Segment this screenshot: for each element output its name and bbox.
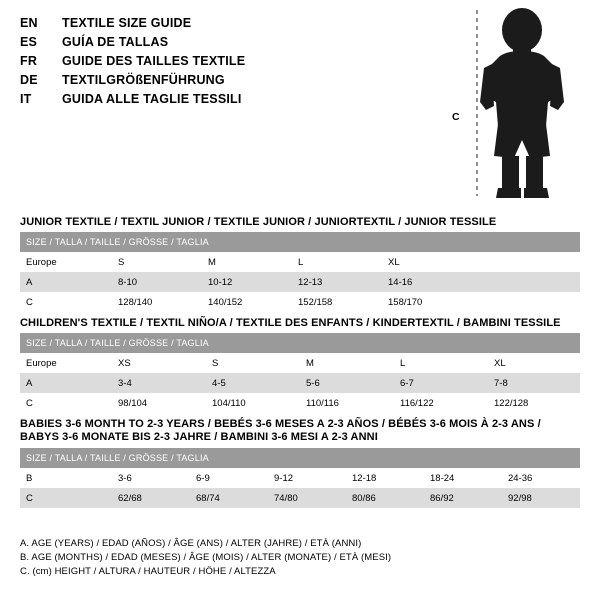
cell: XL <box>382 252 472 272</box>
cell: 86/92 <box>424 488 502 508</box>
junior-size-table <box>20 232 580 312</box>
cell: 122/128 <box>488 393 580 413</box>
cell: S <box>112 252 202 272</box>
silhouette-svg <box>452 6 592 201</box>
cell: 80/86 <box>346 488 424 508</box>
cell: 7-8 <box>488 373 580 393</box>
cell: 140/152 <box>202 292 292 312</box>
cell: L <box>394 353 488 373</box>
row-label: C <box>20 393 112 413</box>
row-label: Europe <box>20 252 112 272</box>
table-row <box>20 252 580 272</box>
cell: 104/110 <box>206 393 300 413</box>
cell: 5-6 <box>300 373 394 393</box>
legend-line-c: C. (cm) HEIGHT / ALTURA / HAUTEUR / HÖHE / ALTEZZA <box>20 566 276 577</box>
header <box>20 14 440 109</box>
cell: 10-12 <box>202 272 292 292</box>
cell: 110/116 <box>300 393 394 413</box>
header-title: GUIDA ALLE TAGLIE TESSILI <box>62 92 242 106</box>
legend-line-b: B. AGE (MONTHS) / EDAD (MESES) / ÂGE (MOIS) / ALTER (MONATE) / ETÀ (MESI) <box>20 552 392 563</box>
cell: 14-16 <box>382 272 472 292</box>
row-label: C <box>20 292 112 312</box>
language-code: FR <box>20 54 38 68</box>
cell: 6-7 <box>394 373 488 393</box>
cell-empty <box>472 292 580 312</box>
header-title: GUÍA DE TALLAS <box>62 35 169 49</box>
cell: 92/98 <box>502 488 580 508</box>
height-measure-label: C <box>452 111 460 123</box>
section-title: JUNIOR TEXTILE / TEXTIL JUNIOR / TEXTILE JUNIOR / JUNIORTEXTIL / JUNIOR TESSILE <box>20 216 497 228</box>
section-junior <box>20 216 580 312</box>
language-code: IT <box>20 92 32 106</box>
table-row <box>20 373 580 393</box>
section-title: BABIES 3-6 MONTH TO 2-3 YEARS / BEBÉS 3-6 MESES A 2-3 AÑOS / BÉBÉS 3-6 MOIS À 2-3 ANS / BABYS 3-6 MONATE BIS 2-3 JAHRE / BAMBINI 3-6 MESI A 2-3 ANNI <box>20 418 541 443</box>
cell: S <box>206 353 300 373</box>
cell: 12-13 <box>292 272 382 292</box>
language-code: EN <box>20 16 38 30</box>
cell: 74/80 <box>268 488 346 508</box>
table-row <box>20 353 580 373</box>
cell: 158/170 <box>382 292 472 312</box>
row-label: Europe <box>20 353 112 373</box>
table-row <box>20 272 580 292</box>
row-label: B <box>20 468 112 488</box>
cell: 18-24 <box>424 468 502 488</box>
row-label: A <box>20 373 112 393</box>
header-row <box>20 90 440 109</box>
section-title: CHILDREN'S TEXTILE / TEXTIL NIÑO/A / TEXTILE DES ENFANTS / KINDERTEXTIL / BAMBINI TESSILE <box>20 317 561 329</box>
cell: M <box>300 353 394 373</box>
cell: 68/74 <box>190 488 268 508</box>
cell: 98/104 <box>112 393 206 413</box>
cell: 3-6 <box>112 468 190 488</box>
section-babies <box>20 418 580 508</box>
table-row <box>20 488 580 508</box>
cell: 24-36 <box>502 468 580 488</box>
language-code: DE <box>20 73 38 87</box>
section-children <box>20 317 580 413</box>
header-row <box>20 52 440 71</box>
size-header-label: SIZE / TALLA / TAILLE / GRÖSSE / TAGLIA <box>20 232 580 252</box>
row-label: C <box>20 488 112 508</box>
cell: 4-5 <box>206 373 300 393</box>
legend <box>20 537 580 579</box>
cell: 8-10 <box>112 272 202 292</box>
table-row <box>20 468 580 488</box>
header-title: TEXTILE SIZE GUIDE <box>62 16 192 30</box>
size-header-label: SIZE / TALLA / TAILLE / GRÖSSE / TAGLIA <box>20 333 580 353</box>
cell-empty <box>472 272 580 292</box>
child-silhouette-figure <box>452 6 592 201</box>
table-row <box>20 292 580 312</box>
children-size-table <box>20 333 580 413</box>
cell: 9-12 <box>268 468 346 488</box>
silhouette-body <box>480 8 564 198</box>
row-label: A <box>20 272 112 292</box>
table-row <box>20 393 580 413</box>
language-code: ES <box>20 35 38 49</box>
cell: 116/122 <box>394 393 488 413</box>
cell: 12-18 <box>346 468 424 488</box>
cell: 152/158 <box>292 292 382 312</box>
table-header-row <box>20 448 580 468</box>
cell: XS <box>112 353 206 373</box>
cell: 62/68 <box>112 488 190 508</box>
header-row <box>20 14 440 33</box>
cell: 3-4 <box>112 373 206 393</box>
header-title: TEXTILGRÖßENFÜHRUNG <box>62 73 225 87</box>
cell-empty <box>472 252 580 272</box>
table-header-row <box>20 333 580 353</box>
cell: L <box>292 252 382 272</box>
cell: 128/140 <box>112 292 202 312</box>
header-title: GUIDE DES TAILLES TEXTILE <box>62 54 246 68</box>
cell: 6-9 <box>190 468 268 488</box>
header-row <box>20 71 440 90</box>
babies-size-table <box>20 448 580 508</box>
cell: M <box>202 252 292 272</box>
size-header-label: SIZE / TALLA / TAILLE / GRÖSSE / TAGLIA <box>20 448 580 468</box>
table-header-row <box>20 232 580 252</box>
legend-line-a: A. AGE (YEARS) / EDAD (AÑOS) / ÂGE (ANS) / ALTER (JAHRE) / ETÀ (ANNI) <box>20 538 362 549</box>
header-row <box>20 33 440 52</box>
cell: XL <box>488 353 580 373</box>
